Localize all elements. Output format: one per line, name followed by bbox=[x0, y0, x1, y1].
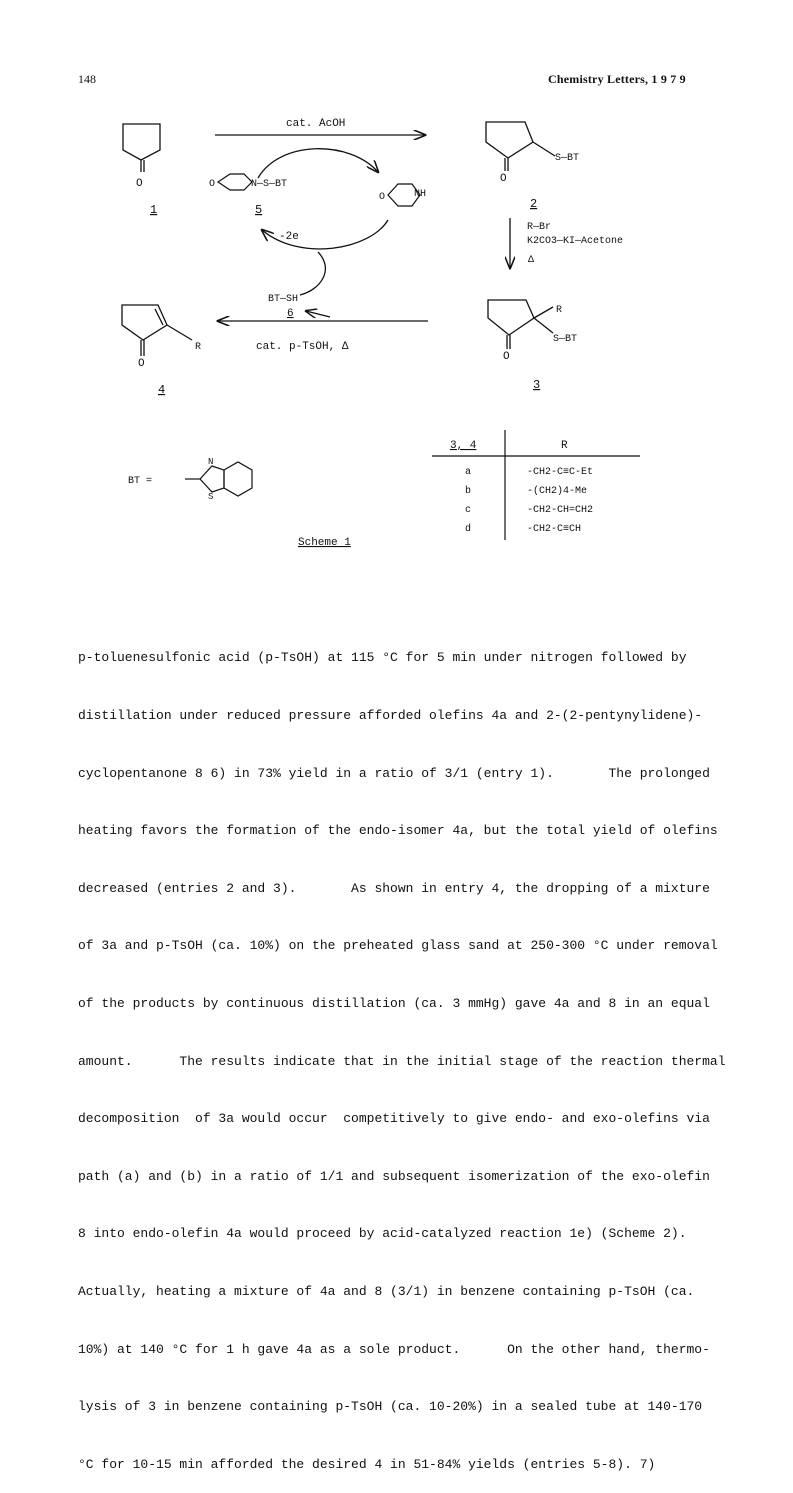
compound-5-structure bbox=[218, 174, 252, 190]
table-row-key: a bbox=[465, 467, 472, 478]
journal-header: Chemistry Letters, 1 9 7 9 bbox=[548, 72, 686, 86]
paragraph-line: lysis of 3 in benzene containing p-TsOH (ca. 10-20%) in a sealed tube at 140-170 bbox=[78, 1399, 703, 1415]
paragraph-line: decreased (entries 2 and 3). As shown in entry 4, the dropping of a mixture bbox=[78, 880, 710, 896]
compound-3-oxygen: O bbox=[503, 351, 510, 363]
compound-5-label: 5 bbox=[255, 203, 263, 217]
compound-3-sbt: S—BT bbox=[553, 334, 578, 345]
compound-4-label: 4 bbox=[158, 383, 166, 397]
reagent-bottom: cat. p-TsOH, Δ bbox=[256, 341, 349, 353]
table-row-value: -CH2-CH=CH2 bbox=[527, 505, 594, 516]
compound-4-structure bbox=[122, 305, 192, 356]
paragraph-line: of 3a and p-TsOH (ca. 10%) on the preheated glass sand at 250-300 °C under removal bbox=[78, 938, 718, 954]
paragraph-line: amount. The results indicate that in the initial stage of the reaction thermal bbox=[78, 1053, 726, 1069]
compound-4-oxygen: O bbox=[138, 358, 145, 370]
reaction-scheme bbox=[0, 0, 793, 600]
compound-1-structure bbox=[123, 124, 160, 172]
table-row-key: b bbox=[465, 486, 472, 497]
paragraph-line: of the products by continuous distillation (ca. 3 mmHg) gave 4a and 8 in an equal bbox=[78, 995, 710, 1011]
compound-5-oxygen: O bbox=[209, 179, 216, 190]
scheme-caption: Scheme 1 bbox=[298, 537, 351, 549]
morpholine-nh: NH bbox=[414, 189, 427, 200]
paragraph-line: distillation under reduced pressure afforded olefins 4a and 2-(2-pentynylidene)- bbox=[78, 708, 703, 723]
compound-3-r: R bbox=[556, 305, 563, 316]
compound-3-label: 3 bbox=[533, 378, 541, 392]
reagent-alkylation-2: K2CO3—KI—Acetone bbox=[527, 236, 624, 247]
compound-3-structure bbox=[488, 300, 553, 349]
compound-4-r: R bbox=[195, 342, 202, 353]
compound-1-oxygen: O bbox=[136, 178, 143, 190]
compound-2-label: 2 bbox=[530, 197, 538, 211]
paragraph-line: heating favors the formation of the endo-isomer 4a, but the total yield of olefins bbox=[78, 823, 718, 839]
bt-definition: BT = bbox=[128, 476, 153, 487]
paragraph-line: decomposition of 3a would occur competitively to give endo- and exo-olefins via bbox=[78, 1111, 710, 1127]
cycle-arrow-tail bbox=[300, 252, 325, 295]
bt-sulfur: S bbox=[208, 492, 214, 502]
substituent-table bbox=[432, 430, 640, 540]
paragraph-line: p-toluenesulfonic acid (p-TsOH) at 115 °C for 5 min under nitrogen followed by bbox=[78, 650, 687, 666]
reagent-alkylation-3: Δ bbox=[528, 255, 535, 266]
table-header-compound: 3, 4 bbox=[450, 440, 477, 452]
compound-5-formula: N—S—BT bbox=[251, 179, 288, 190]
reagent-top: cat. AcOH bbox=[286, 118, 346, 130]
benzothiazole-structure bbox=[185, 462, 252, 496]
compound-2-structure bbox=[486, 122, 555, 171]
table-row-key: c bbox=[465, 505, 472, 516]
compound-6-label: 6 bbox=[287, 308, 294, 320]
morpholine-oxygen: O bbox=[379, 192, 386, 203]
paragraph-line: cyclopentanone 8 6) in 73% yield in a ratio of 3/1 (entry 1). The prolonged bbox=[78, 765, 710, 781]
table-header-r: R bbox=[561, 440, 568, 452]
reagent-bt-sh: BT—SH bbox=[268, 294, 299, 305]
compound-2-sbt: S—BT bbox=[555, 153, 580, 164]
paragraph-line: 8 into endo-olefin 4a would proceed by acid-catalyzed reaction 1e) (Scheme 2). bbox=[78, 1226, 687, 1242]
table-row-value: -CH2-C≡C-Et bbox=[527, 467, 594, 478]
paragraph-line: 10%) at 140 °C for 1 h gave 4a as a sole product. On the other hand, thermo- bbox=[78, 1341, 710, 1357]
compound-1-label: 1 bbox=[150, 203, 158, 217]
table-row-value: -(CH2)4-Me bbox=[527, 486, 588, 497]
table-row-key: d bbox=[465, 524, 472, 535]
reagent-minus2e: -2e bbox=[279, 231, 299, 243]
reagent-alkylation-1: R—Br bbox=[527, 222, 552, 233]
paragraph-line: path (a) and (b) in a ratio of 1/1 and subsequent isomerization of the exo-olefin bbox=[78, 1168, 710, 1184]
body-paragraph bbox=[78, 610, 738, 1493]
table-row-value: -CH2-C≡CH bbox=[527, 524, 582, 535]
arrow-release bbox=[306, 311, 330, 317]
bt-nitrogen: N bbox=[208, 457, 214, 467]
page-number: 148 bbox=[78, 72, 96, 86]
paragraph-line: Actually, heating a mixture of 4a and 8 (3/1) in benzene containing p-TsOH (ca. bbox=[78, 1283, 695, 1299]
compound-2-oxygen: O bbox=[500, 173, 507, 185]
cycle-arrow-upper bbox=[258, 149, 378, 178]
paragraph-line: °C for 10-15 min afforded the desired 4 in 51-84% yields (entries 5-8). 7) bbox=[78, 1456, 656, 1472]
